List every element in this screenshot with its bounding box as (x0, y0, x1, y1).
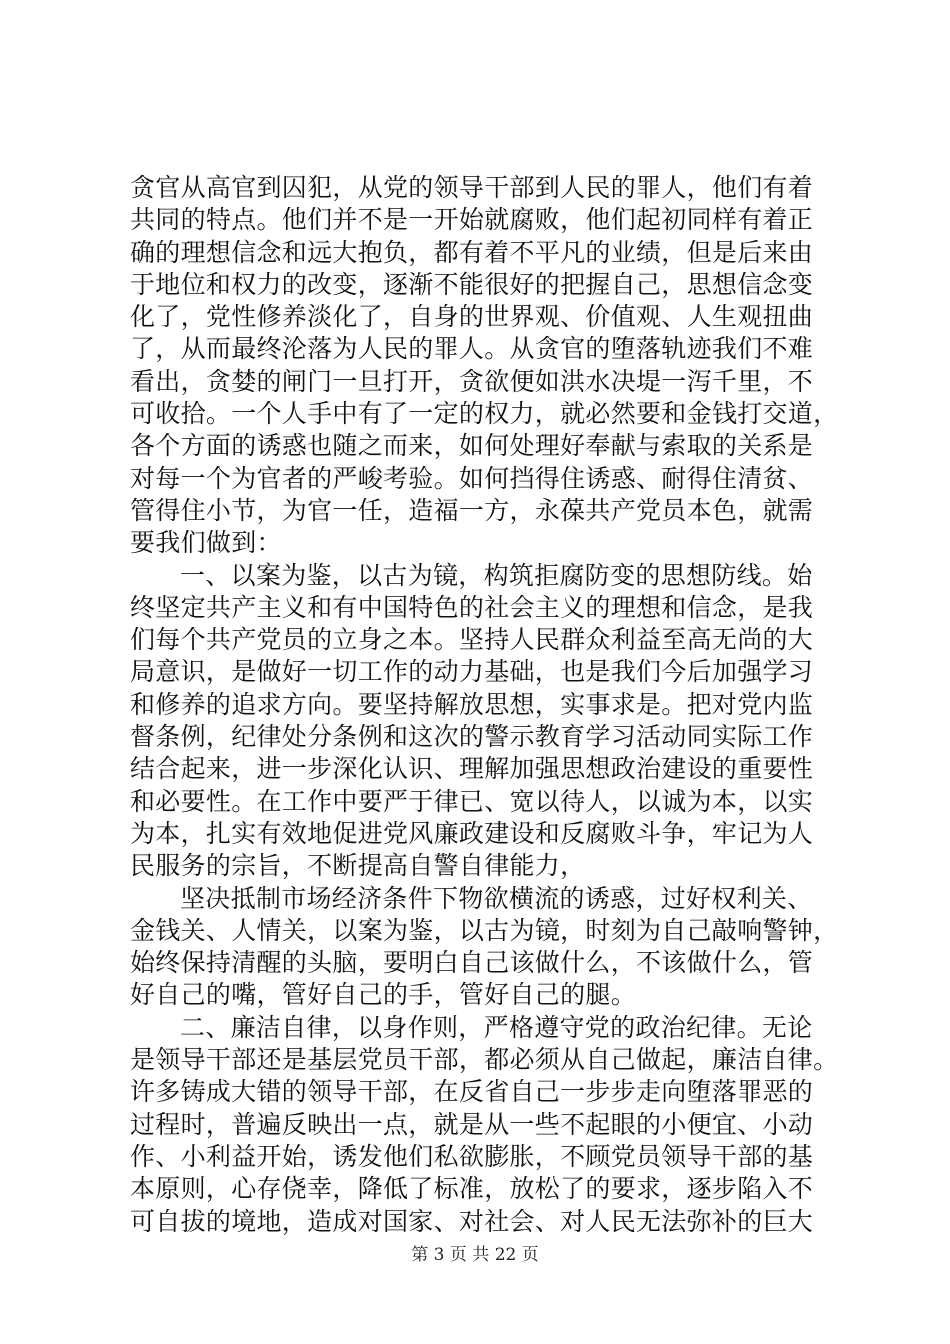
text-line: 始终保持清醒的头脑，要明白自己该做什么，不该做什么，管 (130, 948, 814, 978)
text-line: 看出，贪婪的闸门一旦打开，贪欲便如洪水决堤一泻千里，不 (130, 366, 814, 396)
text-line: 确的理想信念和远大抱负，都有着不平凡的业绩，但是后来由 (130, 237, 814, 267)
text-line: 督条例，纪律处分条例和这次的警示教育学习活动同实际工作 (130, 722, 814, 752)
text-line: 要我们做到： (130, 528, 282, 558)
text-line: 可收拾。一个人手中有了一定的权力，就必然要和金钱打交道， (130, 399, 839, 429)
text-line: 民服务的宗旨，不断提高自警自律能力， (130, 851, 586, 881)
text-line: 是领导干部还是基层党员干部，都必须从自己做起，廉洁自律。 (130, 1045, 839, 1075)
text-line: 终坚定共产主义和有中国特色的社会主义的理想和信念，是我 (130, 592, 814, 622)
text-line: 结合起来，进一步深化认识、理解加强思想政治建设的重要性 (130, 754, 814, 784)
paragraph-first-line: 一、以案为鉴，以古为镜，构筑拒腐防变的思想防线。始 (180, 560, 813, 590)
text-line: 和修养的追求方向。要坚持解放思想，实事求是。把对党内监 (130, 689, 814, 719)
page-number-footer: 第 3 页 共 22 页 (411, 1245, 539, 1265)
text-line: 化了，党性修养淡化了，自身的世界观、价值观、人生观扭曲 (130, 302, 814, 332)
text-line: 们每个共产党员的立身之本。坚持人民群众利益至高无尚的大 (130, 625, 814, 655)
text-line: 贪官从高官到囚犯，从党的领导干部到人民的罪人，他们有着 (130, 173, 814, 202)
text-line: 了，从而最终沦落为人民的罪人。从贪官的堕落轨迹我们不难 (130, 334, 814, 364)
text-line: 局意识，是做好一切工作的动力基础，也是我们今后加强学习 (130, 657, 814, 687)
text-line: 许多铸成大错的领导干部，在反省自己一步步走向堕落罪恶的 (130, 1077, 814, 1107)
text-line: 对每一个为官者的严峻考验。如何挡得住诱惑、耐得住清贫、 (130, 463, 814, 493)
text-line: 过程时，普遍反映出一点，就是从一些不起眼的小便宜、小动 (130, 1109, 814, 1139)
text-line: 作、小利益开始，诱发他们私欲膨胀，不顾党员领导干部的基 (130, 1141, 814, 1171)
text-line: 可自拔的境地，造成对国家、对社会、对人民无法弥补的巨大 (130, 1206, 814, 1236)
text-line: 各个方面的诱惑也随之而来，如何处理好奉献与索取的关系是 (130, 431, 814, 461)
paragraph-first-line: 坚决抵制市场经济条件下物欲横流的诱惑，过好权利关、 (180, 883, 813, 913)
text-line: 于地位和权力的改变，逐渐不能很好的把握自己，思想信念变 (130, 269, 814, 299)
body-text (130, 172, 839, 1238)
paragraph-first-line: 二、廉洁自律，以身作则，严格遵守党的政治纪律。无论 (180, 1012, 813, 1042)
text-line: 好自己的嘴，管好自己的手，管好自己的腿。 (130, 980, 637, 1010)
text-line: 为本，扎实有效地促进党风廉政建设和反腐败斗争，牢记为人 (130, 818, 814, 848)
text-line: 管得住小节，为官一任，造福一方，永葆共产党员本色，就需 (130, 495, 814, 525)
text-line: 共同的特点。他们并不是一开始就腐败，他们起初同样有着正 (130, 205, 814, 235)
text-line: 和必要性。在工作中要严于律已、宽以待人，以诚为本，以实 (130, 786, 814, 816)
text-line: 本原则，心存侥幸，降低了标准，放松了的要求，逐步陷入不 (130, 1174, 814, 1204)
text-line: 金钱关、人情关，以案为鉴，以古为镜，时刻为自己敲响警钟， (130, 915, 839, 945)
